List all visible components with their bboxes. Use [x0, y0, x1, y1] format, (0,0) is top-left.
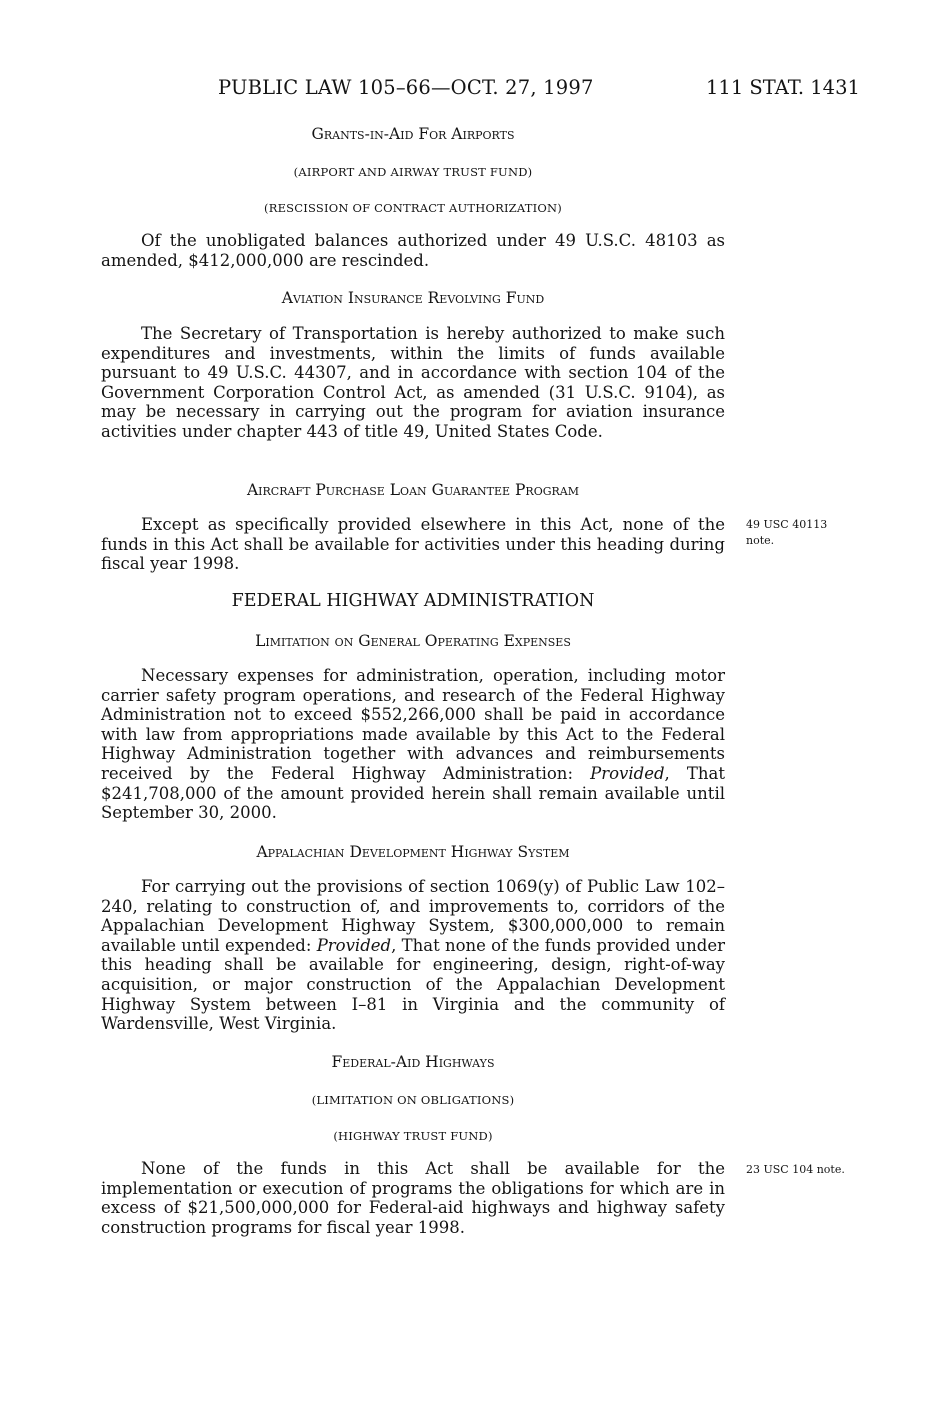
- appalachian-heading: Appalachian Development Highway System: [256, 843, 570, 861]
- limitation-heading: Limitation on General Operating Expenses: [255, 632, 571, 650]
- aviation-paragraph: The Secretary of Transportation is hereby authorized to make such expenditures and investments, within the limits of funds available pursuant to 49 U.S.C. 44307, and in accordance with section 104 of the Government Corporation Control Act, as amended (31 U.S.C. 9104), as may be necessary in carrying out the program for aviation insurance activities under chapter 443 of title 49, United States Code.: [101, 324, 725, 441]
- aircraft-paragraph: Except as specifically provided elsewhere in this Act, none of the funds in this Act shall be available for activities under this heading during fiscal year 1998.: [101, 515, 725, 574]
- federal-aid-margin-note: 23 USC 104 note.: [746, 1163, 845, 1176]
- limitation-text-b: , That $241,708,000 of the amount provided herein shall remain available until September 30, 2000.: [101, 763, 726, 823]
- aviation-heading: Aviation Insurance Revolving Fund: [281, 289, 545, 307]
- appalachian-paragraph: [101, 877, 725, 1034]
- appalachian-text-b: , That none of the funds provided under this heading shall be available for engineering, design, right-of-way acquisition, or major construction of the Appalachian Development Highway System between I–81 in Virginia and the community of Wardensville, West Virginia.: [101, 935, 725, 1034]
- aircraft-note-citation: 49 USC 40113: [746, 518, 828, 531]
- limitation-provided: Provided: [590, 763, 665, 783]
- grants-heading: Grants-in-Aid For Airports: [311, 125, 515, 143]
- federal-aid-subheading-limitation: (LIMITATION ON OBLIGATIONS): [311, 1093, 515, 1107]
- federal-aid-subheading-trust-fund: (HIGHWAY TRUST FUND): [333, 1129, 493, 1143]
- grants-subheading-trust-fund: (AIRPORT AND AIRWAY TRUST FUND): [293, 165, 533, 179]
- aircraft-note-suffix: note.: [746, 534, 775, 547]
- grants-paragraph: Of the unobligated balances authorized under 49 U.S.C. 48103 as amended, $412,000,000 are rescinded.: [101, 231, 725, 270]
- running-head-law: PUBLIC LAW 105–66—OCT. 27, 1997: [218, 76, 594, 99]
- aircraft-margin-note: [746, 517, 827, 549]
- federal-aid-heading: Federal-Aid Highways: [331, 1053, 495, 1071]
- appalachian-text-a: For carrying out the provisions of section 1069(y) of Public Law 102–240, relating to construction of, and improvements to, corridors of the Appalachian Development Highway System, $300,000,000 to remain available until expended:: [101, 877, 725, 955]
- federal-aid-paragraph: None of the funds in this Act shall be available for the implementation or execution of programs the obligations for which are in excess of $21,500,000,000 for Federal-aid highways and highway safety construction programs for fiscal year 1998.: [101, 1159, 725, 1237]
- running-head-stat: 111 STAT. 1431: [706, 76, 860, 99]
- limitation-text-a: Necessary expenses for administration, operation, including motor carrier safety program operations, and research of the Federal Highway Administration not to exceed $552,266,000 shall be paid in accordance with law from appropriations made available by this Act to the Federal Highway Administration together with advances and reimbursements received by the Federal Highway Administration:: [101, 666, 725, 783]
- limitation-paragraph: [101, 666, 725, 823]
- aircraft-heading: Aircraft Purchase Loan Guarantee Program: [246, 481, 580, 499]
- fhwa-heading: FEDERAL HIGHWAY ADMINISTRATION: [231, 591, 595, 611]
- appalachian-provided: Provided: [316, 935, 392, 955]
- grants-subheading-rescission: (RESCISSION OF CONTRACT AUTHORIZATION): [264, 201, 562, 215]
